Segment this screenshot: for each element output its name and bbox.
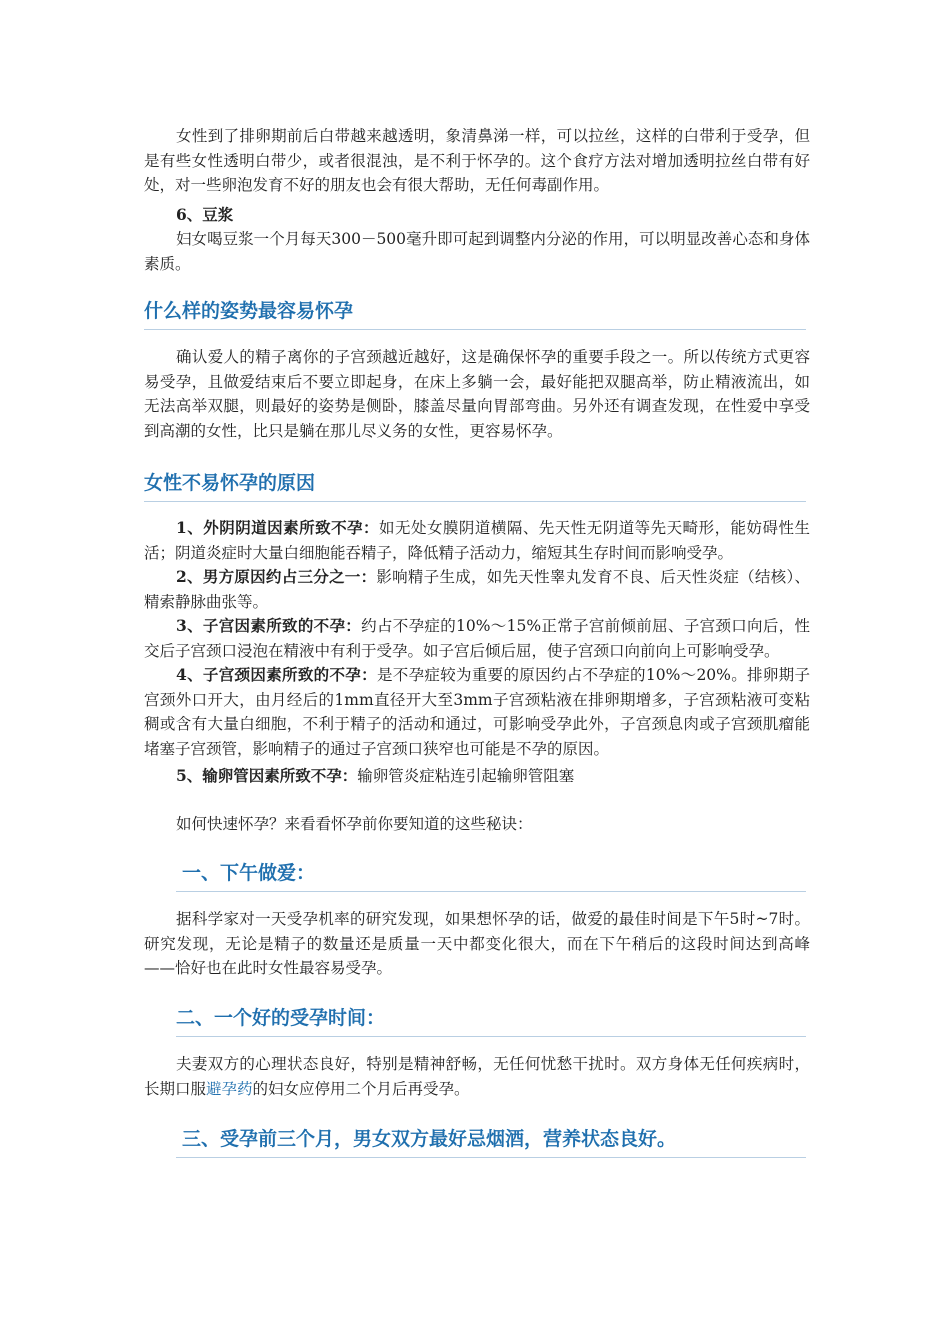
cause-item-1: [144, 516, 810, 565]
cause-text: 是不孕症较为重要的原因约占不孕症的10%～20%。排卵期子宫颈外口开大，由月经后的1mm直径开大至3mm子宫颈粘液在排卵期增多，子宫颈粘液可变粘稠或含有大量白细胞，不利于精子的活动和通过，可影响受孕此外，子宫颈息肉或子宫颈肌瘤能堵塞子宫颈管，影响精子的通过子宫颈口狭窄也可能是不孕的原因。: [144, 666, 810, 758]
intro-paragraph: 女性到了排卵期前后白带越来越透明，象清鼻涕一样，可以拉丝，这样的白带利于受孕，但是有些女性透明白带少，或者很混浊，是不利于怀孕的。这个食疗方法对增加透明拉丝白带有好处，对一些卵泡发育不好的朋友也会有很大帮助，无任何毒副作用。: [144, 127, 810, 194]
lead-paragraph: 如何快速怀孕？来看看怀孕前你要知道的这些秘诀：: [176, 815, 533, 833]
cause-label: 1、外阴阴道因素所致不孕：: [176, 518, 380, 537]
cause-label: 3、子宫因素所致的不孕：: [176, 616, 362, 635]
tip-1-heading-text: 一、下午做爱：: [182, 862, 316, 884]
section-posture-text: 确认爱人的精子离你的子宫颈越近越好，这是确保怀孕的重要手段之一。所以传统方式更容易受孕，且做爱结束后不要立即起身，在床上多躺一会，最好能把双腿高举，防止精液流出，如无法高举双腿，则最好的姿势是侧卧，膝盖尽量向胃部弯曲。另外还有调查发现，在性爱中享受到高潮的女性，比只是躺在那儿尽义务的女性，更容易怀孕。: [144, 348, 810, 440]
tip-1-text: 据科学家对一天受孕机率的研究发现，如果想怀孕的话，做爱的最佳时间是下午5时~7时。研究发现，无论是精子的数量还是质量一天中都变化很大，而在下午稍后的这段时间达到高峰——恰好也在此时女性最容易受孕。: [144, 910, 810, 977]
item-6-title: 6、豆浆: [176, 205, 234, 224]
cause-item-4: [144, 663, 810, 761]
cause-item-2: [144, 565, 810, 614]
cause-item-3: [144, 614, 810, 663]
tip-3-heading: [176, 1124, 806, 1158]
cause-label: 2、男方原因约占三分之一：: [176, 567, 377, 586]
contraceptive-link[interactable]: 避孕药: [206, 1079, 253, 1098]
cause-item-5: [144, 764, 810, 789]
cause-label: 4、子宫颈因素所致的不孕：: [176, 665, 377, 684]
section-heading-infertility-causes: 女性不易怀孕的原因: [144, 468, 806, 502]
cause-text: 影响精子生成，如先天性睾丸发育不良、后天性炎症（结核）、精索静脉曲张等。: [144, 568, 810, 611]
section-heading-posture: 什么样的姿势最容易怀孕: [144, 296, 806, 330]
tip-2-heading-text: 二、一个好的受孕时间：: [176, 1007, 386, 1029]
cause-text: 约占不孕症的10%～15%正常子宫前倾前屈、子宫颈口向后，性交后子宫颈口浸泡在精液中有利于受孕。如子宫后倾后屈，使子宫颈口向前向上可影响受孕。: [144, 617, 811, 660]
tip-2-text-after: 的妇女应停用二个月后再受孕。: [252, 1079, 470, 1098]
tip-1-heading: [176, 858, 806, 892]
cause-text: 输卵管炎症粘连引起输卵管阻塞: [357, 767, 575, 785]
tip-2-text-before: 夫妻双方的心理状态良好，特别是精神舒畅，无任何忧愁干扰时。双方身体无任何疾病时，长期口服: [144, 1055, 810, 1098]
cause-text: 如无处女膜阴道横隔、先天性无阴道等先天畸形，能妨碍性生活；阴道炎症时大量白细胞能吞精子，降低精子活动力，缩短其生存时间而影响受孕。: [144, 519, 810, 562]
item-6-text: 妇女喝豆浆一个月每天300－500毫升即可起到调整内分泌的作用，可以明显改善心态和身体素质。: [144, 230, 810, 273]
cause-label: 5、输卵管因素所致不孕：: [176, 766, 358, 785]
tip-2-text: [144, 1052, 810, 1101]
tip-3-heading-text: 三、受孕前三个月，男女双方最好忌烟酒，营养状态良好。: [182, 1128, 677, 1150]
tip-2-heading: [176, 1003, 806, 1037]
